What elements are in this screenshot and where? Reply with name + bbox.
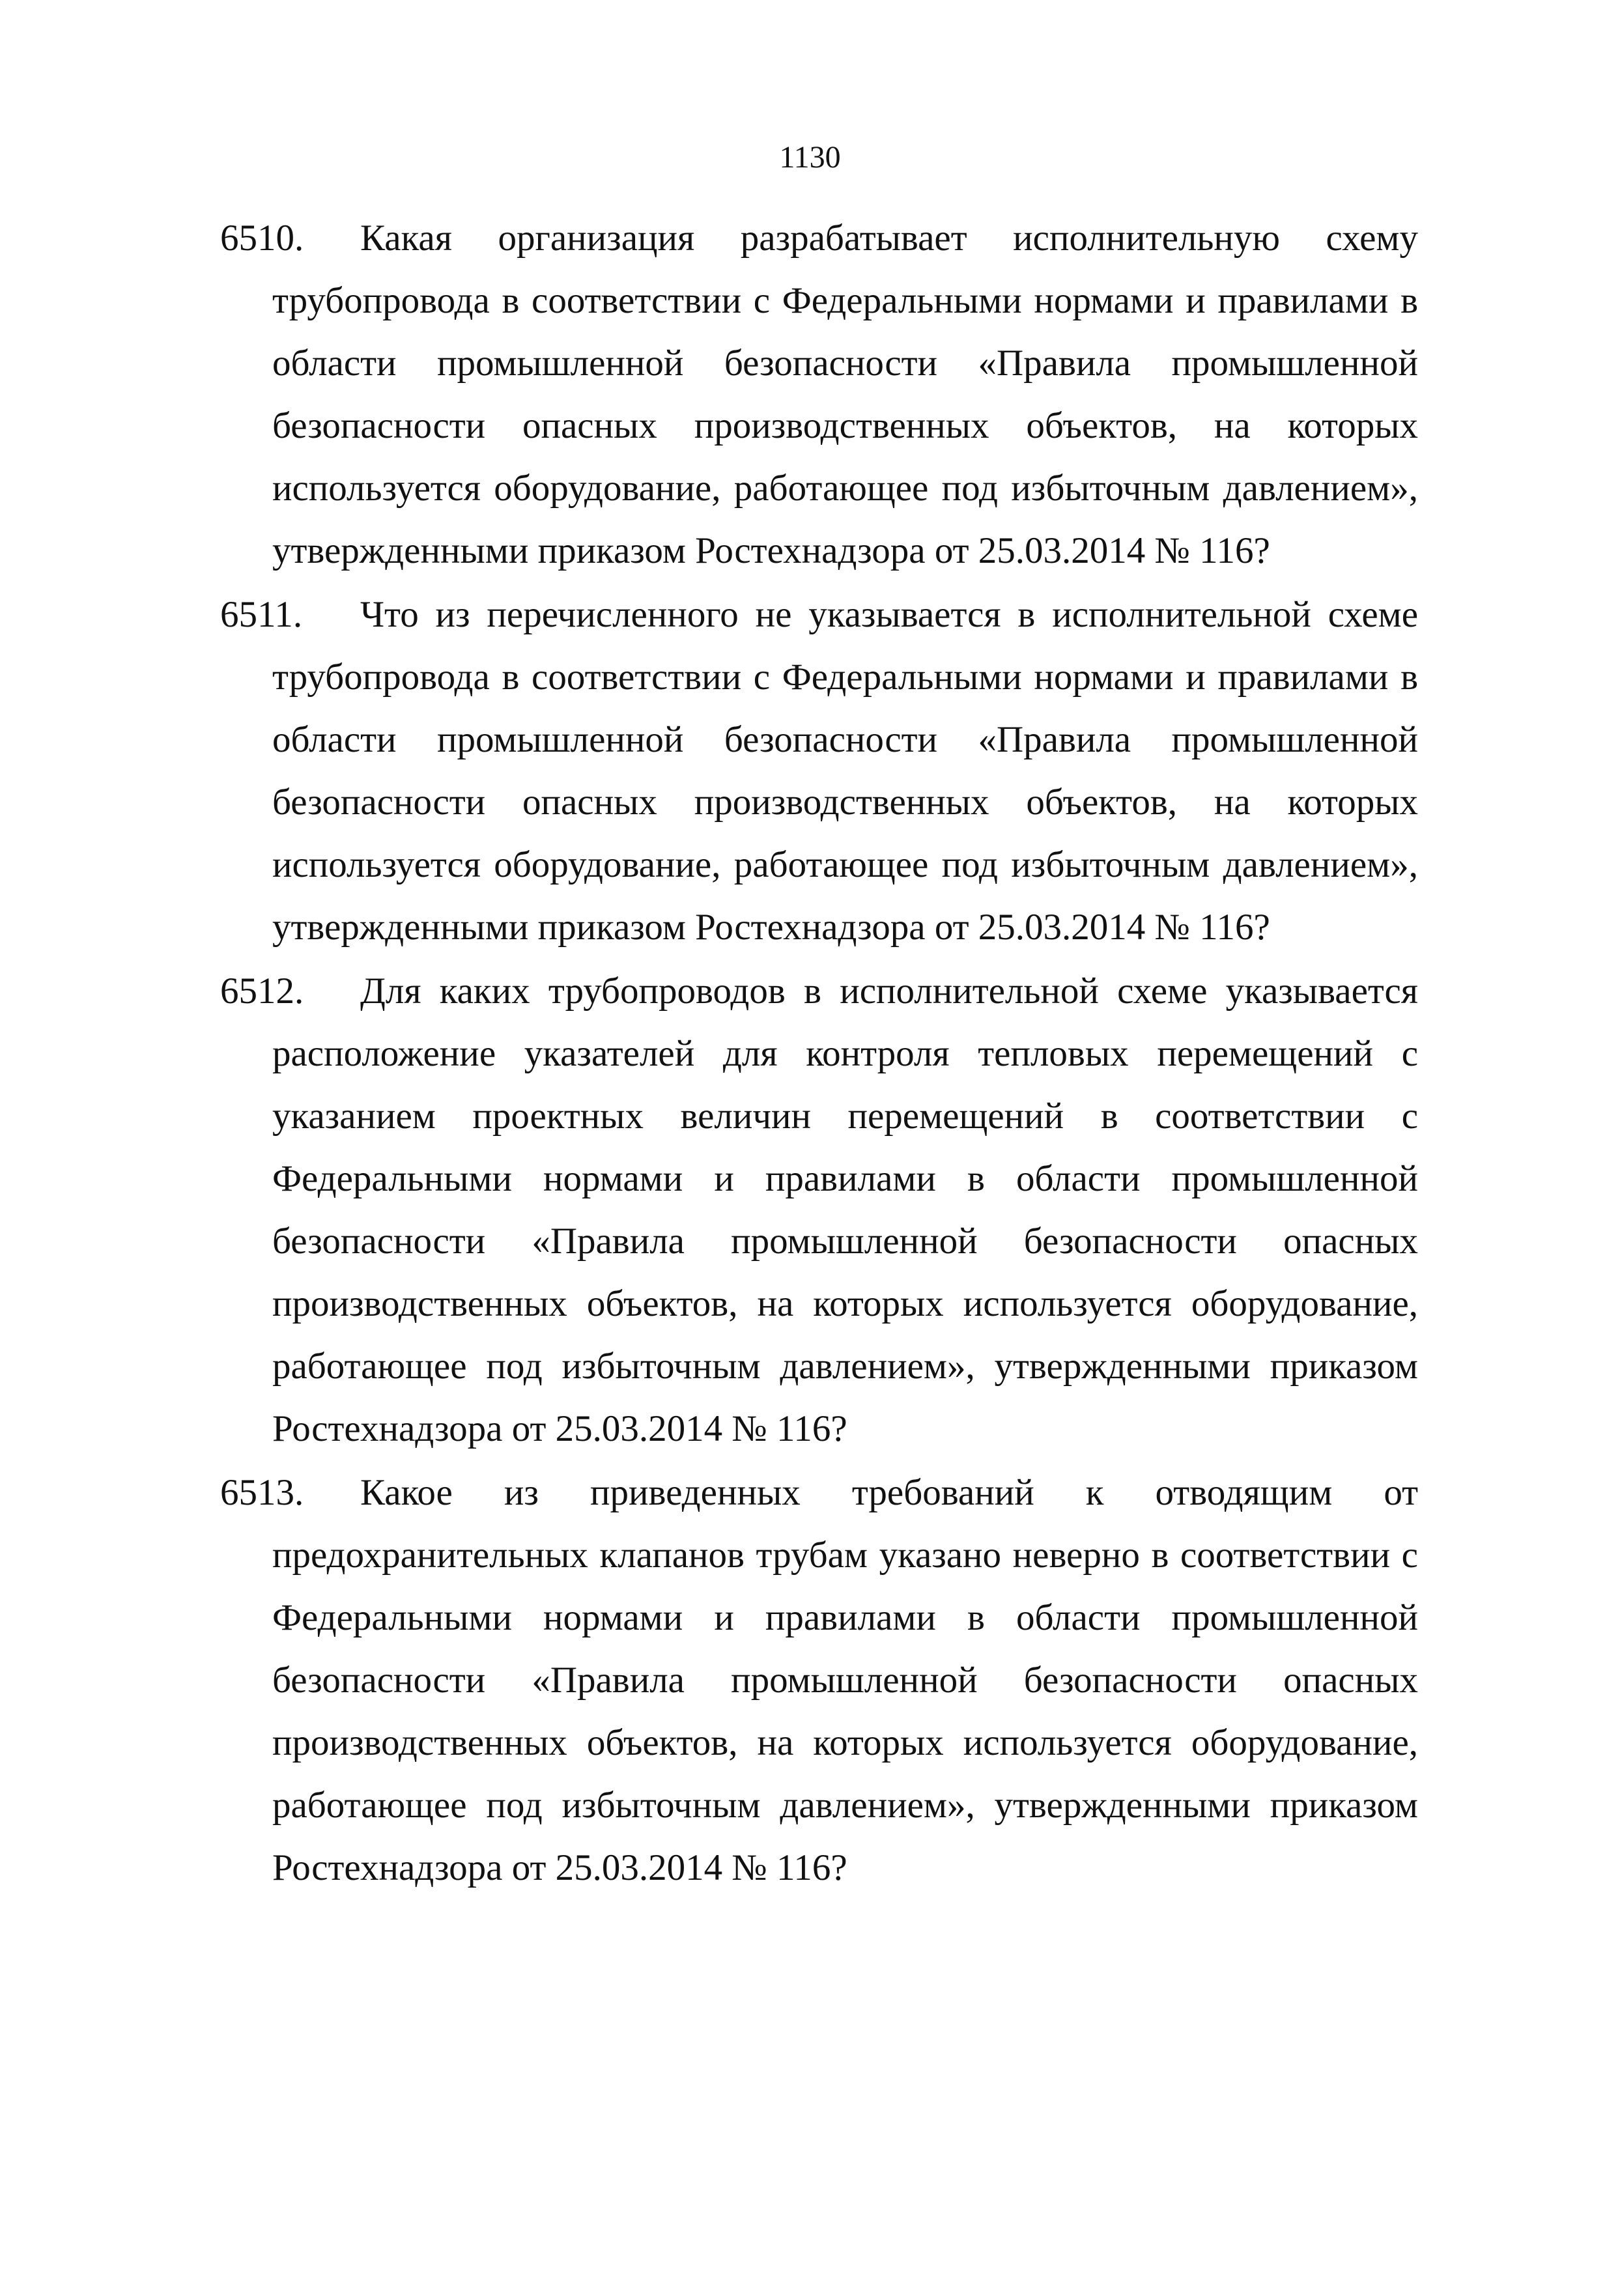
- page-number: 1130: [779, 140, 841, 175]
- question-item: [220, 960, 1418, 1460]
- question-text: Что из перечисленного не указывается в исполнительной схеме трубопровода в соответствии с Федеральными нормами и правилами в области промышленной безопасности «Правила промышленной безопасности опасных производственных объектов, на которых используется оборудование, работающее под избыточным давлением», утвержденными приказом Ростехнадзора от 25.03.2014 № 116?: [272, 594, 1418, 948]
- question-list: [220, 207, 1418, 1901]
- question-number: 6511.: [220, 594, 303, 635]
- question-text: Для каких трубопроводов в исполнительной схеме указывается расположение указателей для контроля тепловых перемещений с указанием проектных величин перемещений в соответствии с Федеральными нормами и правилами в области промышленной безопасности «Правила промышленной безопасности опасных производственных объектов, на которых используется оборудование, работающее под избыточным давлением», утвержденными приказом Ростехнадзора от 25.03.2014 № 116?: [272, 971, 1418, 1449]
- question-text: Какая организация разрабатывает исполнительную схему трубопровода в соответствии с Федеральными нормами и правилами в области промышленной безопасности «Правила промышленной безопасности опасных производственных объектов, на которых используется оборудование, работающее под избыточным давлением», утвержденными приказом Ростехнадзора от 25.03.2014 № 116?: [272, 218, 1418, 571]
- question-item: [220, 584, 1418, 959]
- question-text: Какое из приведенных требований к отводящим от предохранительных клапанов трубам указано неверно в соответствии с Федеральными нормами и правилами в области промышленной безопасности «Правила промышленной безопасности опасных производственных объектов, на которых используется оборудование, работающее под избыточным давлением», утвержденными приказом Ростехнадзора от 25.03.2014 № 116?: [272, 1472, 1418, 1888]
- question-item: [220, 207, 1418, 582]
- question-item: [220, 1462, 1418, 1899]
- question-number: 6512.: [220, 971, 304, 1012]
- question-number: 6513.: [220, 1472, 304, 1513]
- question-number: 6510.: [220, 218, 304, 259]
